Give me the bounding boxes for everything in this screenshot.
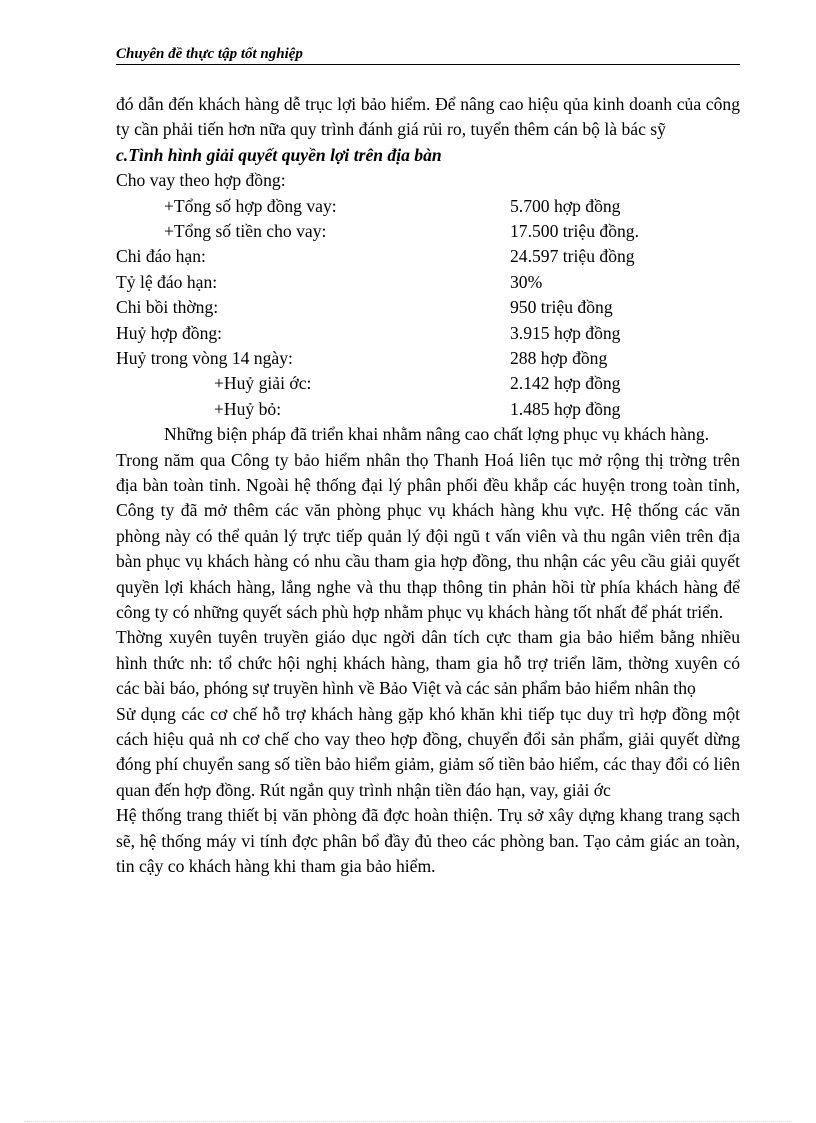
stat-value: 5.700 hợp đồng bbox=[510, 195, 621, 216]
stat-row bbox=[116, 397, 740, 422]
stat-value: 17.500 triệu đồng. bbox=[510, 221, 640, 242]
stat-label: +Tổng số hợp đồng vay: bbox=[164, 195, 337, 216]
stat-row bbox=[116, 346, 740, 371]
stat-label: +Huỷ bỏ: bbox=[214, 398, 282, 419]
section-heading: c.Tình hình giải quyết quyền lợi trên địa bàn bbox=[116, 144, 442, 165]
stat-row bbox=[116, 219, 740, 244]
stat-label: Huỷ trong vòng 14 ngày: bbox=[116, 347, 293, 368]
stat-value: 1.485 hợp đồng bbox=[510, 398, 621, 419]
stat-row bbox=[116, 244, 740, 269]
stat-row bbox=[116, 270, 740, 295]
stat-value: 2.142 hợp đồng bbox=[510, 373, 621, 394]
stat-value: 24.597 triệu đồng bbox=[510, 246, 635, 267]
stat-value: 950 triệu đồng bbox=[510, 297, 613, 318]
stat-label: +Huỷ giải ớc: bbox=[214, 373, 312, 394]
stat-row bbox=[116, 295, 740, 320]
body-paragraph: Sử dụng các cơ chế hỗ trợ khách hàng gặp khó khăn khi tiếp tục duy trì hợp đồng một cách hiệu quả nh cơ chế cho vay theo hợp đồng, chuyển đổi sản phẩm, giải quyết dừng đóng phí chuyển sang số tiền bảo hiểm giảm, giảm số tiền bảo hiểm, các thay đổi có liên quan đến hợp đồng. Rút ngắn quy trình nhận tiền đáo hạn, vay, giải ớc bbox=[116, 703, 740, 800]
stat-value: 288 hợp đồng bbox=[510, 347, 608, 368]
page-bottom-rule bbox=[24, 1121, 792, 1122]
stat-label: Tỷ lệ đáo hạn: bbox=[116, 271, 218, 292]
body-paragraph: Thờng xuyên tuyên truyền giáo dục ngời dân tích cực tham gia bảo hiểm bằng nhiều hình thức nh: tổ chức hội nghị khách hàng, tham gia hỗ trợ triển lãm, thờng xuyên có các bài báo, phóng sự truyền hình về Bảo Việt và các sản phẩm bảo hiểm nhân thọ bbox=[116, 627, 740, 699]
body-paragraph: Trong năm qua Công ty bảo hiểm nhân thọ Thanh Hoá liên tục mở rộng thị trờng trên địa bàn toàn tỉnh. Ngoài hệ thống đại lý phân phối đều khắp các huyện trong toàn tỉnh, Công ty đã mở thêm các văn phòng phục vụ khách hàng khu vực. Hệ thống các văn phòng này có thể quản lý trực tiếp quản lý đội ngũ t vấn viên và thu ngân viên trên địa bàn phục vụ khách hàng có nhu cầu tham gia hợp đồng, thu nhận các yêu cầu giải quyết quyền lợi khách hàng, lắng nghe và thu thạp thông tin phản hồi từ phía khách hàng để công ty có những quyết sách phù hợp nhằm phục vụ khách hàng tốt nhất để phát triển. bbox=[116, 449, 740, 622]
stat-value: 3.915 hợp đồng bbox=[510, 322, 621, 343]
stat-row bbox=[116, 371, 740, 396]
stat-row bbox=[116, 321, 740, 346]
body-paragraph: Hệ thống trang thiết bị văn phòng đã đợc hoàn thiện. Trụ sở xây dựng khang trang sạch sẽ, hệ thống máy vi tính đợc phân bổ đầy đủ theo các phòng ban. Tạo cảm giác an toàn, tin cậy co khách hàng khi tham gia bảo hiểm. bbox=[116, 805, 740, 877]
header-rule bbox=[116, 64, 740, 65]
stat-label: Huỷ hợp đồng: bbox=[116, 322, 223, 343]
loan-heading: Cho vay theo hợp đồng: bbox=[116, 170, 286, 191]
stat-row bbox=[116, 194, 740, 219]
stat-label: Chi bồi thờng: bbox=[116, 297, 219, 318]
intro-paragraph: đó dẫn đến khách hàng dễ trục lợi bảo hiểm. Để nâng cao hiệu qủa kinh doanh của công ty cần phải tiến hơn nữa quy trình đánh giá rủi ro, tuyển thêm cán bộ là bác sỹ bbox=[116, 94, 740, 140]
stat-value: 30% bbox=[510, 271, 543, 292]
stat-label: Chi đáo hạn: bbox=[116, 246, 206, 267]
page-header: Chuyên đề thực tập tốt nghiệp bbox=[116, 46, 303, 62]
document-body bbox=[116, 92, 740, 879]
stat-label: +Tổng số tiền cho vay: bbox=[164, 221, 327, 242]
body-paragraph: Những biện pháp đã triển khai nhằm nâng cao chất lợng phục vụ khách hàng. bbox=[164, 424, 710, 445]
